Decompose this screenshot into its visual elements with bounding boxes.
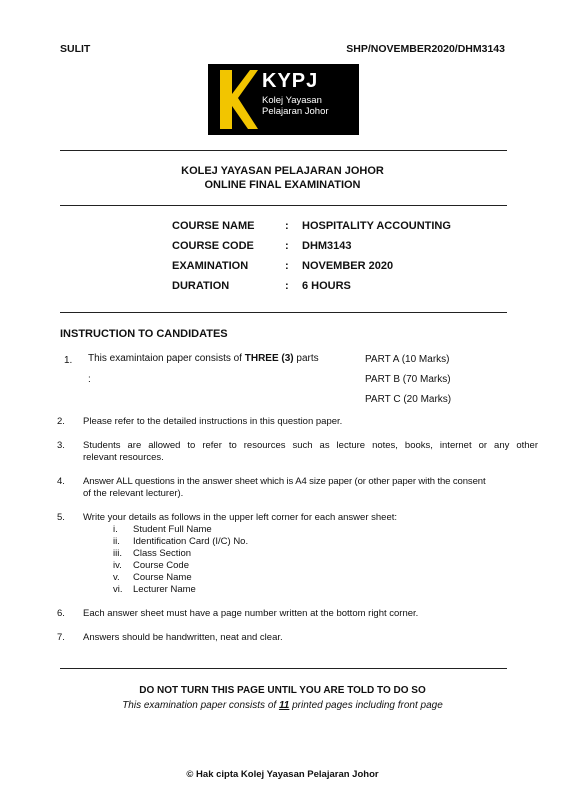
item-number: 6. <box>57 608 65 619</box>
sub-item: Course Name <box>133 572 192 583</box>
sub-item: Identification Card (I/C) No. <box>133 536 249 547</box>
info-separator: : <box>285 220 289 232</box>
item2-text: Please refer to the detailed instructions in this question paper. <box>83 416 343 427</box>
info-separator: : <box>285 260 289 272</box>
logo-word: KYPJ <box>262 70 319 92</box>
item4-line2: of the relevant lecturer). <box>83 488 184 499</box>
divider <box>60 205 507 206</box>
sub-item: Student Full Name <box>133 524 212 535</box>
divider <box>60 312 507 313</box>
logo-line2: Pelajaran Johor <box>262 106 329 117</box>
info-separator: : <box>285 280 289 292</box>
item-number: 2. <box>57 416 65 427</box>
item1-text-before: This examintaion paper consists of <box>88 353 245 364</box>
item-number: 5. <box>57 512 65 523</box>
title-line2: ONLINE FINAL EXAMINATION <box>204 179 361 191</box>
item7-text: Answers should be handwritten, neat and clear. <box>83 632 283 643</box>
item-number: 3. <box>57 440 65 451</box>
do-not-turn-warning: DO NOT TURN THIS PAGE UNTIL YOU ARE TOLD TO DO SO <box>139 685 426 696</box>
info-separator: : <box>285 240 289 252</box>
info-label: DURATION <box>172 280 230 292</box>
kypj-logo <box>208 64 359 135</box>
page-count-after: printed pages including front page <box>289 700 443 711</box>
info-label: EXAMINATION <box>172 260 249 272</box>
sub-number: vi. <box>113 584 123 595</box>
sub-number: iv. <box>113 560 122 571</box>
part-c: PART C (20 Marks) <box>365 394 452 405</box>
item3-line1: Students are allowed to refer to resources such as lecture notes, books, internet or any other <box>83 440 538 451</box>
info-value: HOSPITALITY ACCOUNTING <box>302 220 451 232</box>
sub-item: Class Section <box>133 548 192 559</box>
info-label: COURSE NAME <box>172 220 255 232</box>
info-value: NOVEMBER 2020 <box>302 260 394 272</box>
header-left: SULIT <box>60 43 91 55</box>
item3-line2: relevant resources. <box>83 452 164 463</box>
page-count-number: 11 <box>278 700 290 711</box>
info-label: COURSE CODE <box>172 240 254 252</box>
item1-colon: : <box>88 374 91 385</box>
instructions-heading: INSTRUCTION TO CANDIDATES <box>60 328 228 340</box>
item4-line1: Answer ALL questions in the answer sheet which is A4 size paper (or other paper with the consent <box>83 476 486 487</box>
divider <box>60 668 507 669</box>
sub-number: iii. <box>113 548 122 559</box>
header-right: SHP/NOVEMBER2020/DHM3143 <box>346 43 505 55</box>
item5-text: Write your details as follows in the upper left corner for each answer sheet: <box>83 512 398 523</box>
page-count-before: This examination paper consists of <box>122 700 279 711</box>
logo-mark-icon <box>214 70 258 129</box>
item1-text-after: parts <box>293 353 319 364</box>
sub-number: i. <box>113 524 118 535</box>
part-b: PART B (70 Marks) <box>365 374 451 385</box>
sub-item: Lecturer Name <box>133 584 196 595</box>
page-count-note <box>0 700 565 711</box>
logo-line1: Kolej Yayasan <box>262 95 322 106</box>
sub-item: Course Code <box>133 560 189 571</box>
item-number: 7. <box>57 632 65 643</box>
copyright: © Hak cipta Kolej Yayasan Pelajaran Johor <box>186 769 379 780</box>
item1-text <box>88 353 319 364</box>
part-a: PART A (10 Marks) <box>365 354 450 365</box>
item6-text: Each answer sheet must have a page number written at the bottom right corner. <box>83 608 419 619</box>
title-line1: KOLEJ YAYASAN PELAJARAN JOHOR <box>181 165 384 177</box>
info-value: DHM3143 <box>302 240 352 252</box>
info-value: 6 HOURS <box>302 280 351 292</box>
sub-number: v. <box>113 572 120 583</box>
item-number: 4. <box>57 476 65 487</box>
item1-text-bold: THREE (3) <box>244 353 294 364</box>
sub-number: ii. <box>113 536 120 547</box>
item-number: 1. <box>64 355 73 366</box>
divider <box>60 150 507 151</box>
